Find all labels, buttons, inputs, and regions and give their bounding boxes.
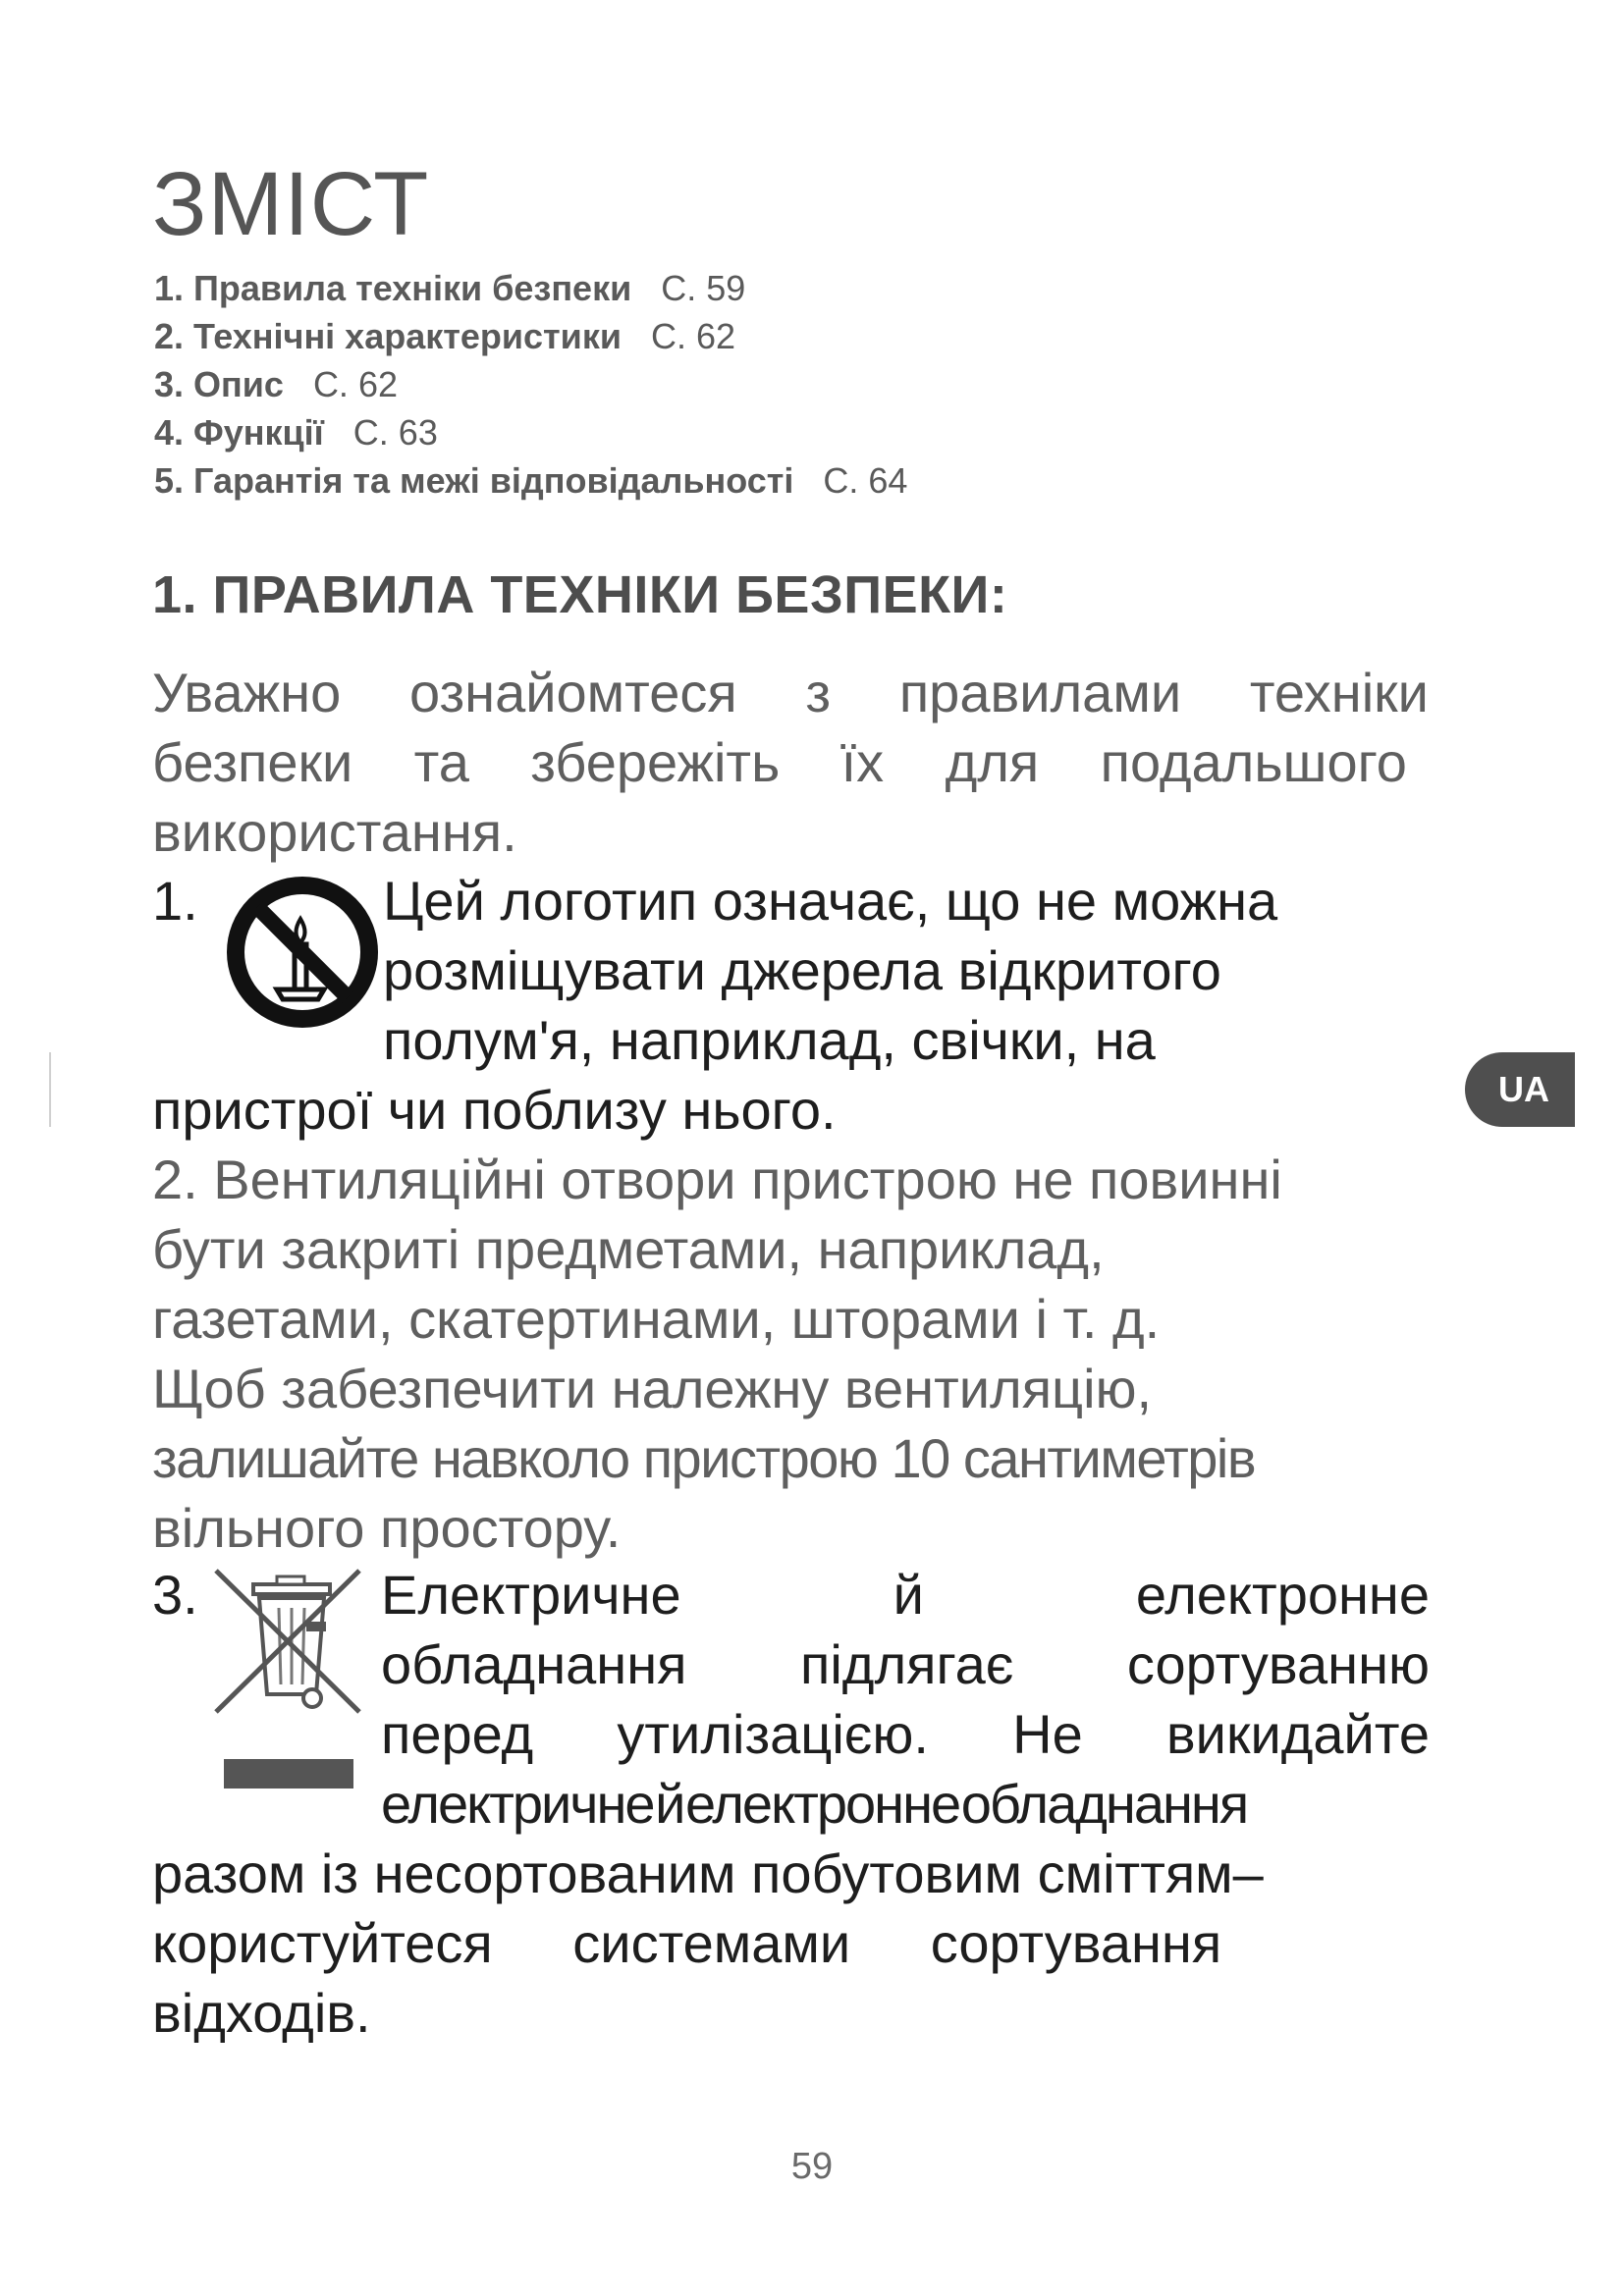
text-line: пристрої чи поблизу нього. <box>152 1079 837 1141</box>
word: обладнання <box>381 1633 687 1695</box>
text-line: разом із несортованим побутовим сміттям– <box>152 1842 1264 1904</box>
intro-paragraph <box>152 658 1429 867</box>
text-line: користуйтеся системами сортування <box>152 1912 1222 1974</box>
toc-item[interactable] <box>154 317 907 365</box>
item1-tail <box>152 1075 1429 1145</box>
word: електронне <box>1135 1564 1430 1626</box>
toc-title: ЗМІСТ <box>152 154 430 254</box>
page-number: 59 <box>790 2146 834 2187</box>
word: з <box>805 662 832 723</box>
text-line <box>152 727 1407 797</box>
toc-item-title: 2. Технічні характеристики <box>154 316 622 356</box>
crossed-out-wheelie-bin-icon <box>210 1565 367 1800</box>
item2-text <box>152 1145 1438 1563</box>
toc-item-page: С. 59 <box>661 268 746 308</box>
text-line: використання. <box>152 801 517 863</box>
text-line: відходів. <box>152 1982 371 2044</box>
text-line: 2. Вентиляційні отвори пристрою не повинні <box>152 1148 1282 1210</box>
text-line: бути закриті предметами, наприклад, <box>152 1218 1105 1280</box>
text-line <box>152 658 1429 727</box>
toc-item[interactable] <box>154 413 907 461</box>
toc-item-page: С. 62 <box>312 364 398 404</box>
section-heading-safety: 1. ПРАВИЛА ТЕХНІКИ БЕЗПЕКИ: <box>152 565 1008 624</box>
word: та <box>413 731 469 793</box>
toc-item-page: С. 64 <box>823 460 908 501</box>
text-line <box>381 1699 1430 1769</box>
item-number: 1. <box>152 870 198 932</box>
text-line: залишайте навколо пристрою 10 сантиметрів <box>152 1427 1256 1489</box>
word: викидайте <box>1165 1703 1430 1765</box>
word: правилами <box>898 662 1182 723</box>
no-open-flame-icon <box>224 874 381 1031</box>
toc-item[interactable] <box>154 365 907 413</box>
word: подальшого <box>1100 731 1407 793</box>
toc-item-title: 4. Функції <box>154 412 324 453</box>
text-line: розміщувати джерела відкритого <box>383 939 1221 1001</box>
word: підлягає <box>800 1633 1014 1695</box>
margin-divider <box>49 1052 51 1127</box>
word: для <box>945 731 1040 793</box>
word: електронне <box>684 1773 960 1835</box>
word: й <box>655 1773 684 1835</box>
word: їх <box>840 731 885 793</box>
word: й <box>893 1564 924 1626</box>
item3-text <box>381 1560 1430 1839</box>
toc-item[interactable] <box>154 461 907 509</box>
word: утилізацією. <box>617 1703 929 1765</box>
toc-item-title: 1. Правила техніки безпеки <box>154 268 632 308</box>
word: збережіть <box>530 731 781 793</box>
toc-item-title: 5. Гарантія та межі відповідальності <box>154 460 794 501</box>
text-line: полум'я, наприклад, свічки, на <box>383 1009 1156 1071</box>
toc-item-title: 3. Опис <box>154 364 284 404</box>
word: обладнання <box>960 1773 1248 1835</box>
text-line <box>381 1560 1430 1629</box>
item1-text <box>383 866 1396 1075</box>
text-line: вільного простору. <box>152 1497 622 1559</box>
text-line: газетами, скатертинами, шторами і т. д. <box>152 1288 1161 1350</box>
word: сортуванню <box>1126 1633 1430 1695</box>
toc-item-page: С. 62 <box>650 316 736 356</box>
item-number: 3. <box>152 1564 198 1626</box>
text-line <box>381 1769 1430 1839</box>
item3-tail <box>152 1839 1429 2048</box>
word: Електричне <box>381 1564 681 1626</box>
word: електричне <box>381 1773 654 1835</box>
word: техніки <box>1249 662 1429 723</box>
table-of-contents <box>154 269 907 509</box>
toc-item[interactable] <box>154 269 907 317</box>
word: перед <box>381 1703 534 1765</box>
text-line: Цей логотип означає, що не можна <box>383 870 1278 932</box>
word: Не <box>1012 1703 1083 1765</box>
toc-item-page: С. 63 <box>352 412 438 453</box>
text-line <box>381 1629 1430 1699</box>
text-line: Щоб забезпечити належну вентиляцію, <box>152 1358 1153 1419</box>
word: Уважно <box>152 662 342 723</box>
language-tab: UA <box>1465 1052 1575 1127</box>
word: ознайомтеся <box>408 662 737 723</box>
word: безпеки <box>152 731 353 793</box>
